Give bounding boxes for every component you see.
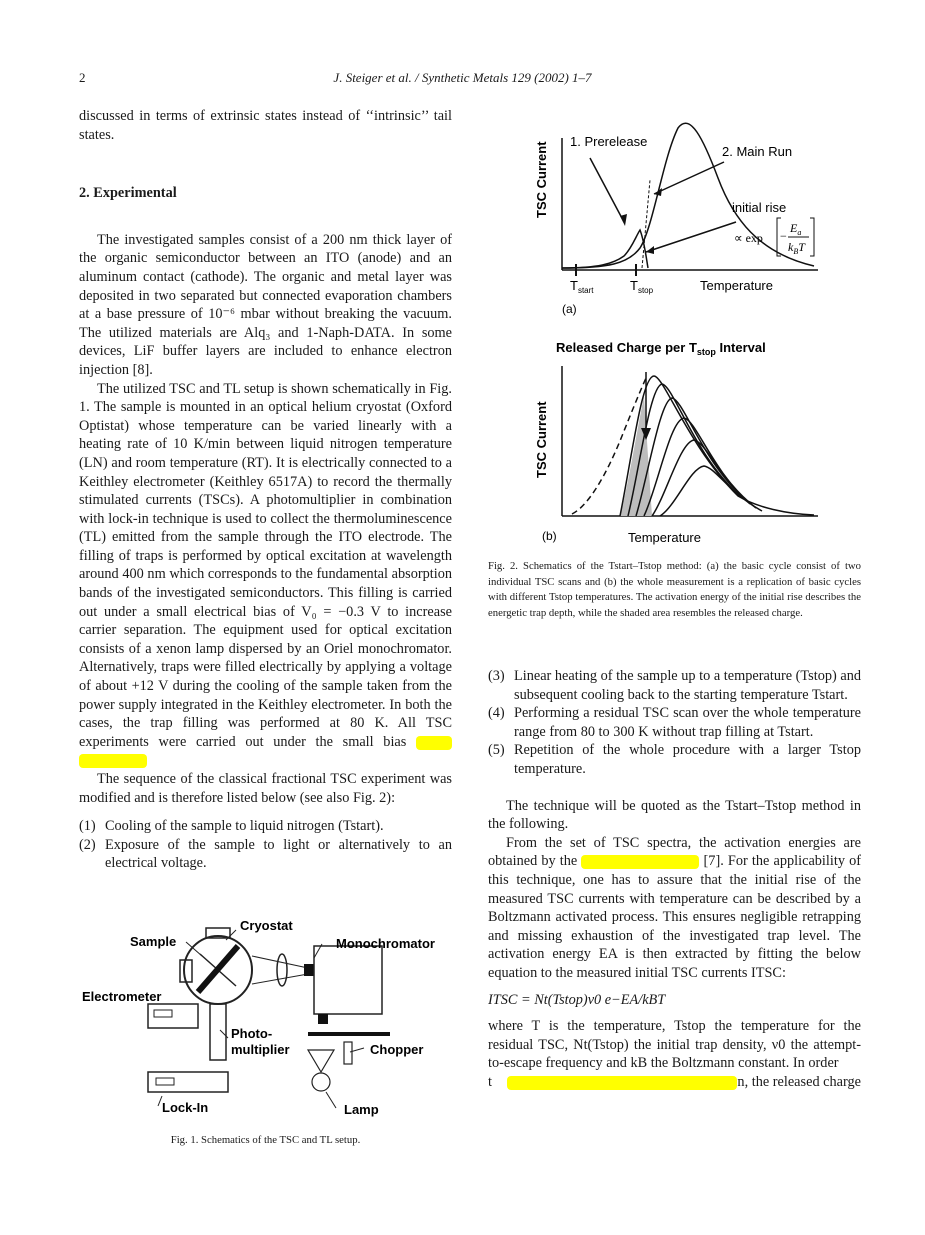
- step-item: [488, 667, 861, 704]
- lens: [277, 954, 287, 986]
- running-title: J. Steiger et al. / Synthetic Metals 129 (2002) 1–7: [333, 70, 592, 85]
- lamp-reflector: [308, 1050, 334, 1072]
- figure-2a-plot: [528, 118, 828, 318]
- right-column: [488, 667, 861, 1091]
- lockin-box: [148, 1072, 228, 1092]
- tstart-label: $T_{start}$: [570, 278, 594, 295]
- formula-minus: −: [780, 229, 787, 243]
- arrow-head: [646, 246, 654, 254]
- paragraph-last-line: [488, 1073, 861, 1092]
- monochromator-box: [314, 946, 382, 1014]
- step-item: [79, 836, 452, 873]
- step-number: (1): [79, 818, 96, 835]
- label-lockin: Lock-In: [162, 1100, 209, 1115]
- paragraph-setup-text: The utilized TSC and TL setup is shown schematically in Fig. 1. The sample is mounted in an optical helium cryostat (Oxford Optistat) whose temperature can be varied linearly with a heating rate of 10 K/min between liquid nitrogen temperature (LN) and room temperature (RT). It is electrically connected to a Keithley electrometer (Keithley 6517A) to record the thermally stimulated currents (TSCs). A photomultiplier in combination with lock-in technique is used to collect the thermoluminescence (TL) emitted from the sample through the ITO electrode. The filling of traps is performed by optical excitation at wavelength around 400 nm which corresponds to the fundamental absorption bands of the investigated semiconductors. This filling is carried out under a small electrical bias of V₀ = −0.3 V to increase carrier separation. The equipment used for optical excitation consists of a xenon lamp dispersed by an Oriel monochromator. Alternatively, traps were filled electrically by applying a voltage of about +12 V during the cooling of the sample taken from the power supply integrated in the Keithley electrometer. In both the cases, the trap filling was performed at 80 K. All TSC experiments were carried out under the small bias: [79, 380, 452, 750]
- section-heading: 2. Experimental: [79, 185, 177, 202]
- label-sample: Sample: [130, 934, 177, 949]
- paragraph-setup: [79, 380, 452, 770]
- main-run-label: 2. Main Run: [722, 144, 793, 159]
- leader-line: [326, 1092, 336, 1108]
- last-line-end: n, the released charge: [737, 1073, 861, 1090]
- step-text: Exposure of the sample to light or alternatively to an electrical voltage.: [105, 836, 452, 872]
- arrow-head: [620, 214, 627, 226]
- paragraph-activation: [488, 834, 861, 983]
- prerelease-arrow: [590, 158, 624, 222]
- figure-1-caption: Fig. 1. Schematics of the TSC and TL setup.: [170, 1134, 361, 1146]
- panel-label-b: (b): [542, 529, 557, 543]
- paragraph-activation-rest: [7]. For the applicability of this technique, one has to assure that the initial rise of the measured TSC currents with temperature can be described by a Boltzmann activated process. This ensures negligible retrapping and missing exhaustion of the investigated trap level. The activation energy EA is then extracted by fitting the below equation to the measured initial TSC currents ITSC:: [488, 853, 862, 981]
- shaded-released-charge: [620, 396, 652, 516]
- step-number: (5): [488, 742, 505, 759]
- lockin-display: [156, 1078, 174, 1085]
- highlight-redaction: [581, 855, 699, 869]
- highlight-redaction: [416, 736, 452, 750]
- monochromator-slit: [304, 964, 314, 976]
- paragraph-definitions: where T is the temperature, Tstop the temperature for the residual TSC, Nt(Tstop) the initial trap density, ν0 the attempt-to-escape frequency and kB the Boltzmann constant. In order: [488, 1018, 861, 1072]
- chopper-block: [318, 1014, 328, 1024]
- step-text: Cooling of the sample to liquid nitrogen (Tstart).: [105, 818, 384, 835]
- x-axis-label: Temperature: [628, 530, 701, 545]
- last-line-start: t: [488, 1073, 492, 1090]
- label-chopper: Chopper: [370, 1042, 424, 1057]
- step-number: (3): [488, 668, 505, 684]
- light-path: [252, 956, 308, 968]
- highlight-redaction: [507, 1076, 737, 1090]
- electrometer-box: [148, 1004, 198, 1028]
- paragraph-sequence: The sequence of the classical fractional TSC experiment was modified and is therefore listed below (see also Fig. 2):: [79, 771, 452, 806]
- label-cryostat: Cryostat: [240, 918, 293, 933]
- initial-rise-arrow: [646, 222, 736, 252]
- label-photo: Photo-: [231, 1026, 273, 1041]
- figure-1-schematic: [78, 912, 458, 1127]
- chopper-wheel: [344, 1042, 352, 1064]
- step-number: (4): [488, 705, 505, 722]
- light-path: [252, 974, 308, 984]
- figure-2-caption: Fig. 2. Schematics of the Tstart–Tstop method: (a) the basic cycle consist of two individual TSC scans and (b) the whole measurement is a replication of basic cycles with different Tstop temperatures. The activation energy of the initial rise describes the energetic trap depth, while the shaded area resembles the released charge.: [488, 560, 861, 619]
- step-text: Repetition of the whole procedure with a larger Tstop temperature.: [514, 742, 861, 777]
- left-column: [79, 107, 452, 873]
- step-item: [488, 741, 861, 778]
- label-electrometer: Electrometer: [82, 989, 162, 1004]
- tstop-label: $T_{stop}$: [630, 278, 654, 295]
- paragraph-samples: The investigated samples consist of a 200 nm thick layer of the organic semiconductor between an ITO (anode) and an aluminum contact (cathode). The organic and metal layer was deposited in two separated but connected evaporation chambers at a base pressure of 10⁻⁶ mbar without breaking the vacuum. The utilized materials are Alq₃ and 1-Naph-DATA. In some devices, LiF buffer layers are included to enhance electron injection [8].: [79, 231, 452, 378]
- prerelease-label: 1. Prerelease: [570, 134, 648, 149]
- x-axis-label: Temperature: [700, 278, 773, 293]
- arrow-head: [654, 188, 662, 196]
- intro-tail: discussed in terms of extrinsic states instead of ‘‘intrinsic’’ tail states.: [79, 108, 452, 143]
- leader-line: [220, 1030, 228, 1038]
- step-text: Performing a residual TSC scan over the whole temperature range from 80 to 300 K without trap filling at Tstart.: [514, 705, 861, 740]
- tsc-curve: [636, 398, 746, 516]
- label-monochromator: Monochromator: [336, 936, 435, 951]
- label-lamp: Lamp: [344, 1102, 379, 1117]
- step-item: [79, 817, 452, 836]
- photomultiplier-tube: [210, 1004, 226, 1060]
- label-multiplier: multiplier: [231, 1042, 290, 1057]
- step-number: (2): [79, 836, 96, 853]
- panel-label-a: (a): [562, 302, 577, 316]
- panel-b-title: Released Charge per $T_{stop}$ Interval: [556, 340, 766, 357]
- step-list: [488, 667, 861, 779]
- step-text: Linear heating of the sample up to a temperature (Tstop) and subsequent cooling back to the starting temperature Tstart.: [514, 668, 861, 703]
- formula-bracket-right: [810, 218, 814, 256]
- paragraph-method-name: The technique will be quoted as the Tstart–Tstop method in the following.: [488, 797, 861, 833]
- y-axis-label: TSC Current: [534, 401, 549, 478]
- y-axis-label: TSC Current: [534, 141, 549, 218]
- electrometer-display: [154, 1010, 172, 1017]
- tsc-curve: [660, 466, 762, 516]
- paragraph-activation-start: From the set of TSC spectra, the activation energies are obtained by the: [488, 834, 861, 870]
- equation-itsc: ITSC = Nt(Tstop)ν0 e−EA/kBT: [488, 991, 666, 1008]
- page-number: 2: [79, 70, 86, 85]
- step-item: [488, 704, 861, 741]
- highlight-redaction: [79, 754, 147, 768]
- figure-2b-plot: [528, 336, 828, 548]
- prerelease-curve: [562, 230, 648, 268]
- formula-denominator: $k_BT$: [788, 240, 805, 256]
- formula-numerator: $E_a$: [790, 221, 802, 237]
- lamp-bulb: [312, 1073, 330, 1091]
- formula-prefix: ∝ exp: [734, 231, 763, 245]
- initial-rise-label: initial rise: [732, 200, 787, 215]
- sample-rod: [198, 946, 238, 992]
- step-list: [79, 817, 452, 873]
